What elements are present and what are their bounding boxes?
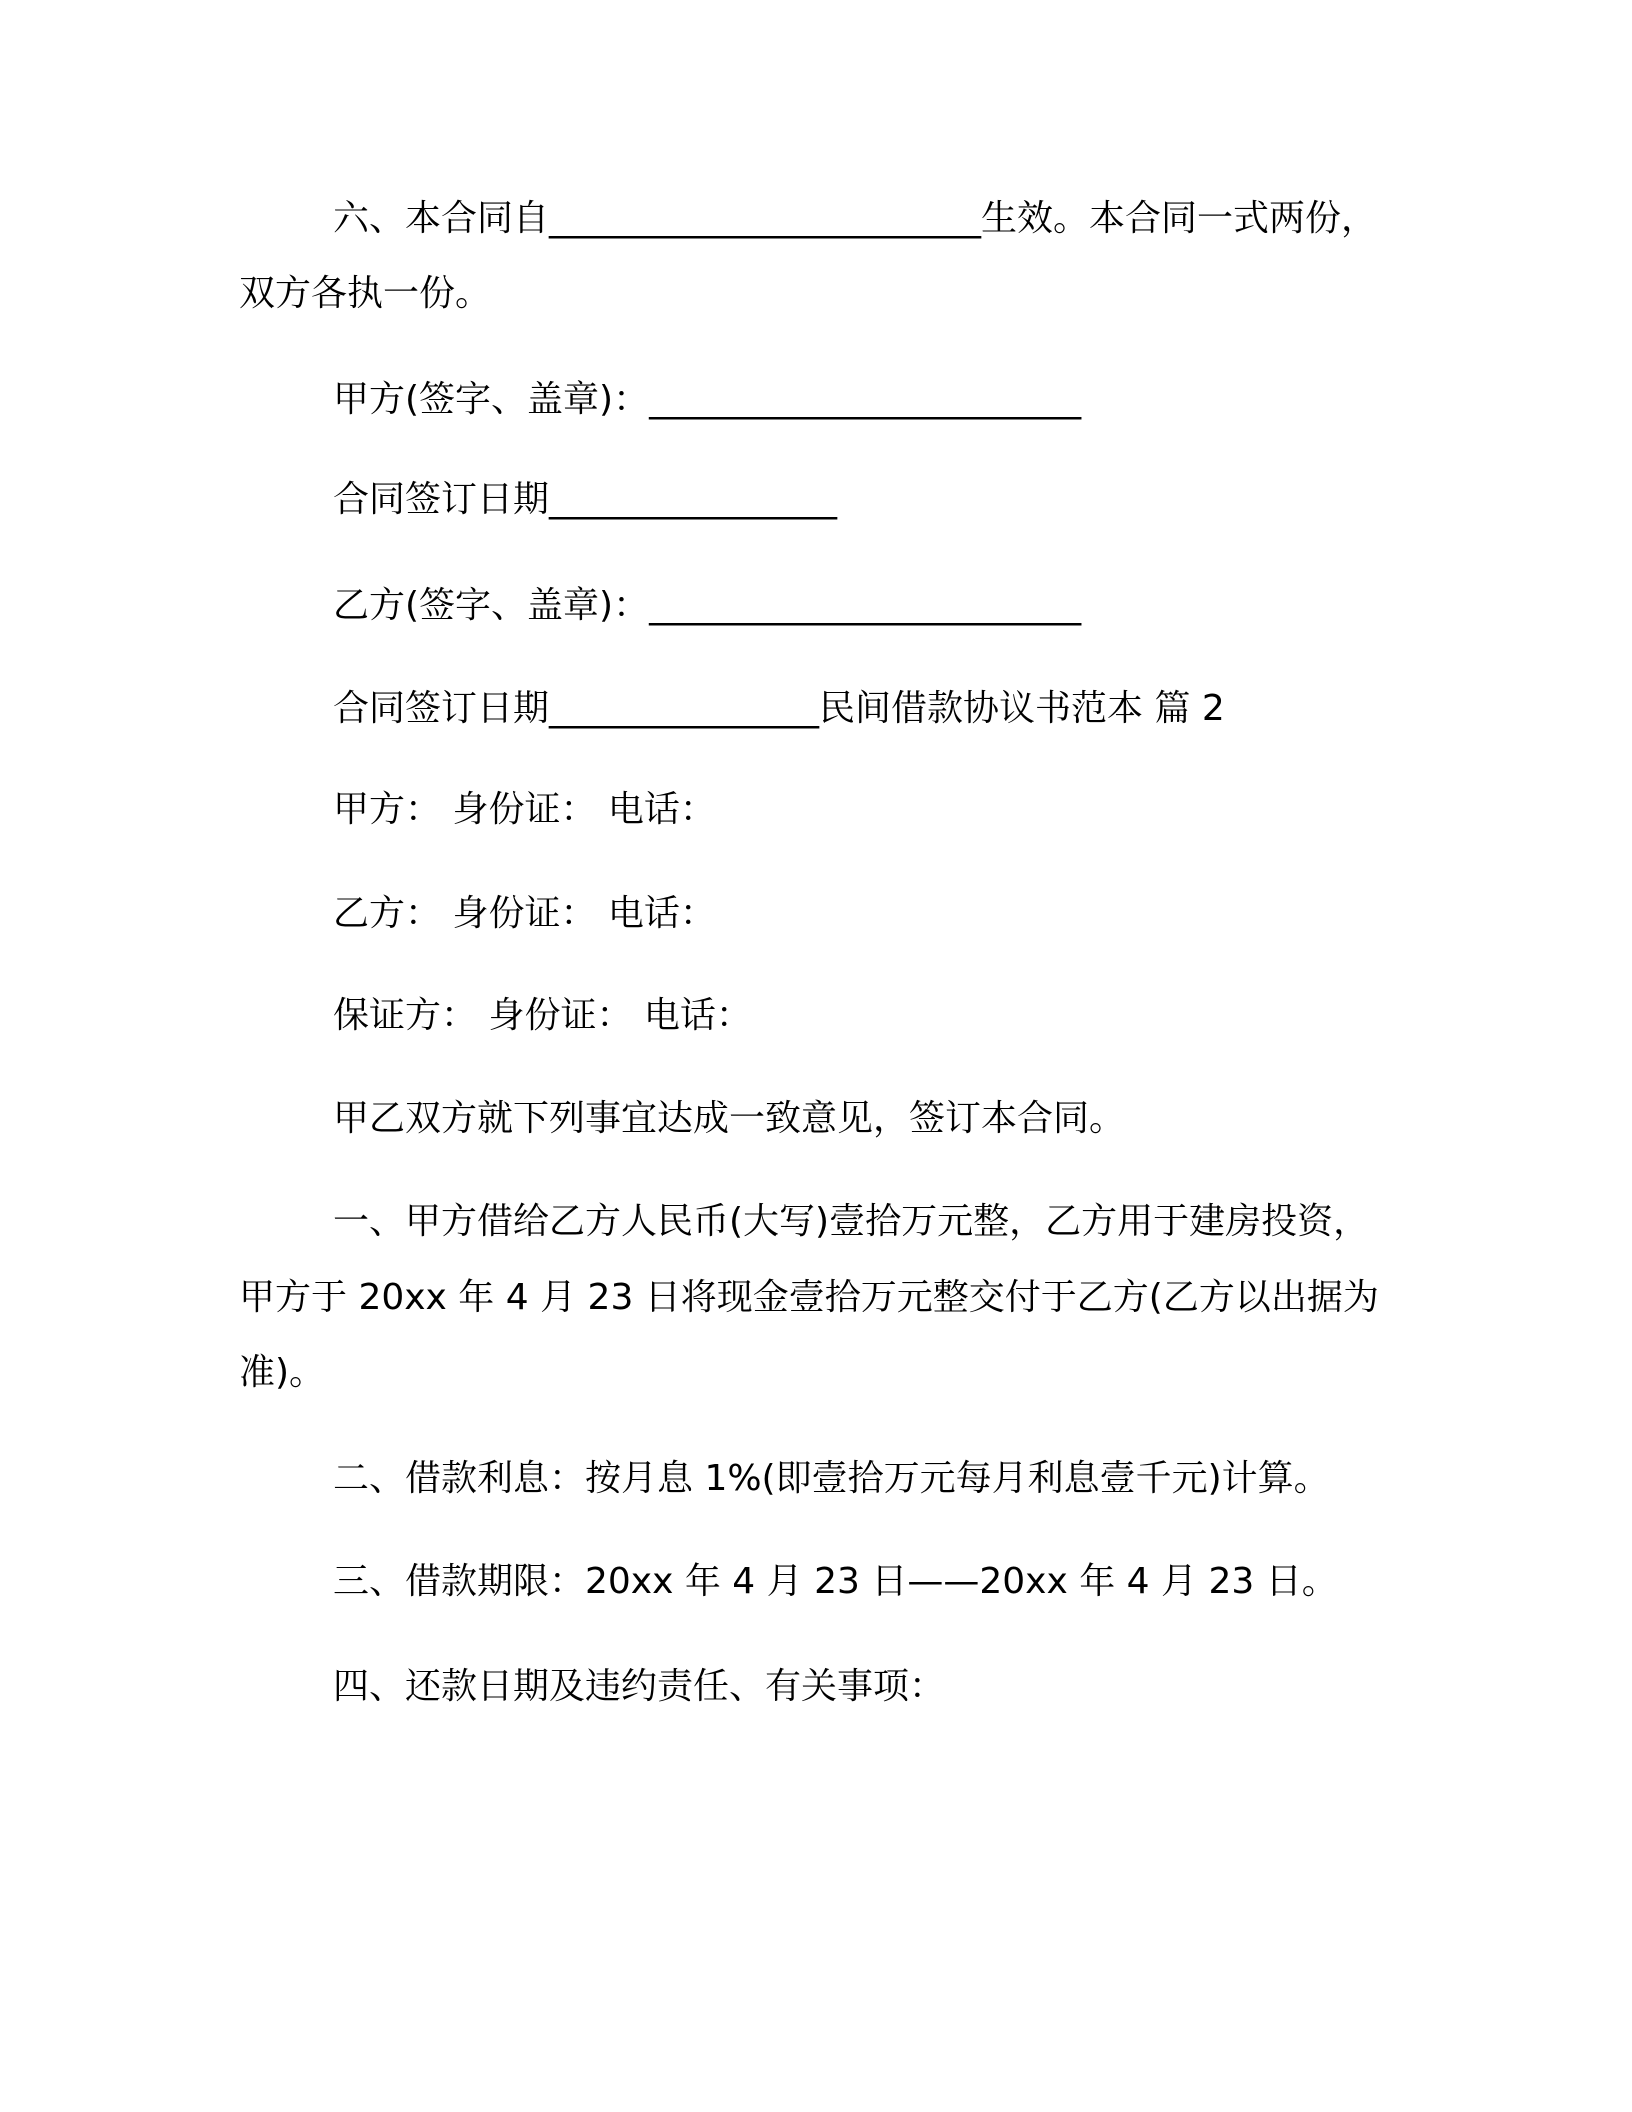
clause-one-line-2: 甲方于 20xx 年 4 月 23 日将现金壹拾万元整交付于乙方(乙方以出据为: [239, 1277, 1379, 1318]
clause-two: 二、借款利息：按月息 1%(即壹拾万元每月利息壹千元)计算。: [333, 1458, 1330, 1499]
party-b-info: 乙方： 身份证： 电话：: [333, 893, 716, 934]
party-b-signature: 乙方(签字、盖章)：________________________: [333, 585, 1082, 626]
guarantor-info: 保证方： 身份证： 电话：: [333, 995, 752, 1036]
clause-six-line-2: 双方各执一份。: [239, 273, 492, 314]
clause-one-line-1: 一、甲方借给乙方人民币(大写)壹拾万元整，乙方用于建房投资，: [333, 1201, 1370, 1242]
party-a-info: 甲方： 身份证： 电话：: [333, 789, 716, 830]
clause-six-line-1: 六、本合同自________________________生效。本合同一式两份，: [333, 198, 1378, 239]
party-a-sign-date: 合同签订日期________________: [333, 479, 838, 520]
party-a-signature: 甲方(签字、盖章)：________________________: [333, 379, 1082, 420]
party-b-sign-date-and-heading: 合同签订日期_______________民间借款协议书范本 篇 2: [333, 688, 1225, 729]
clause-three: 三、借款期限：20xx 年 4 月 23 日——20xx 年 4 月 23 日。: [333, 1561, 1338, 1602]
agreement-intro: 甲乙双方就下列事宜达成一致意见，签订本合同。: [333, 1098, 1126, 1139]
clause-four: 四、还款日期及违约责任、有关事项：: [333, 1666, 946, 1707]
clause-one-line-3: 准)。: [239, 1352, 326, 1393]
